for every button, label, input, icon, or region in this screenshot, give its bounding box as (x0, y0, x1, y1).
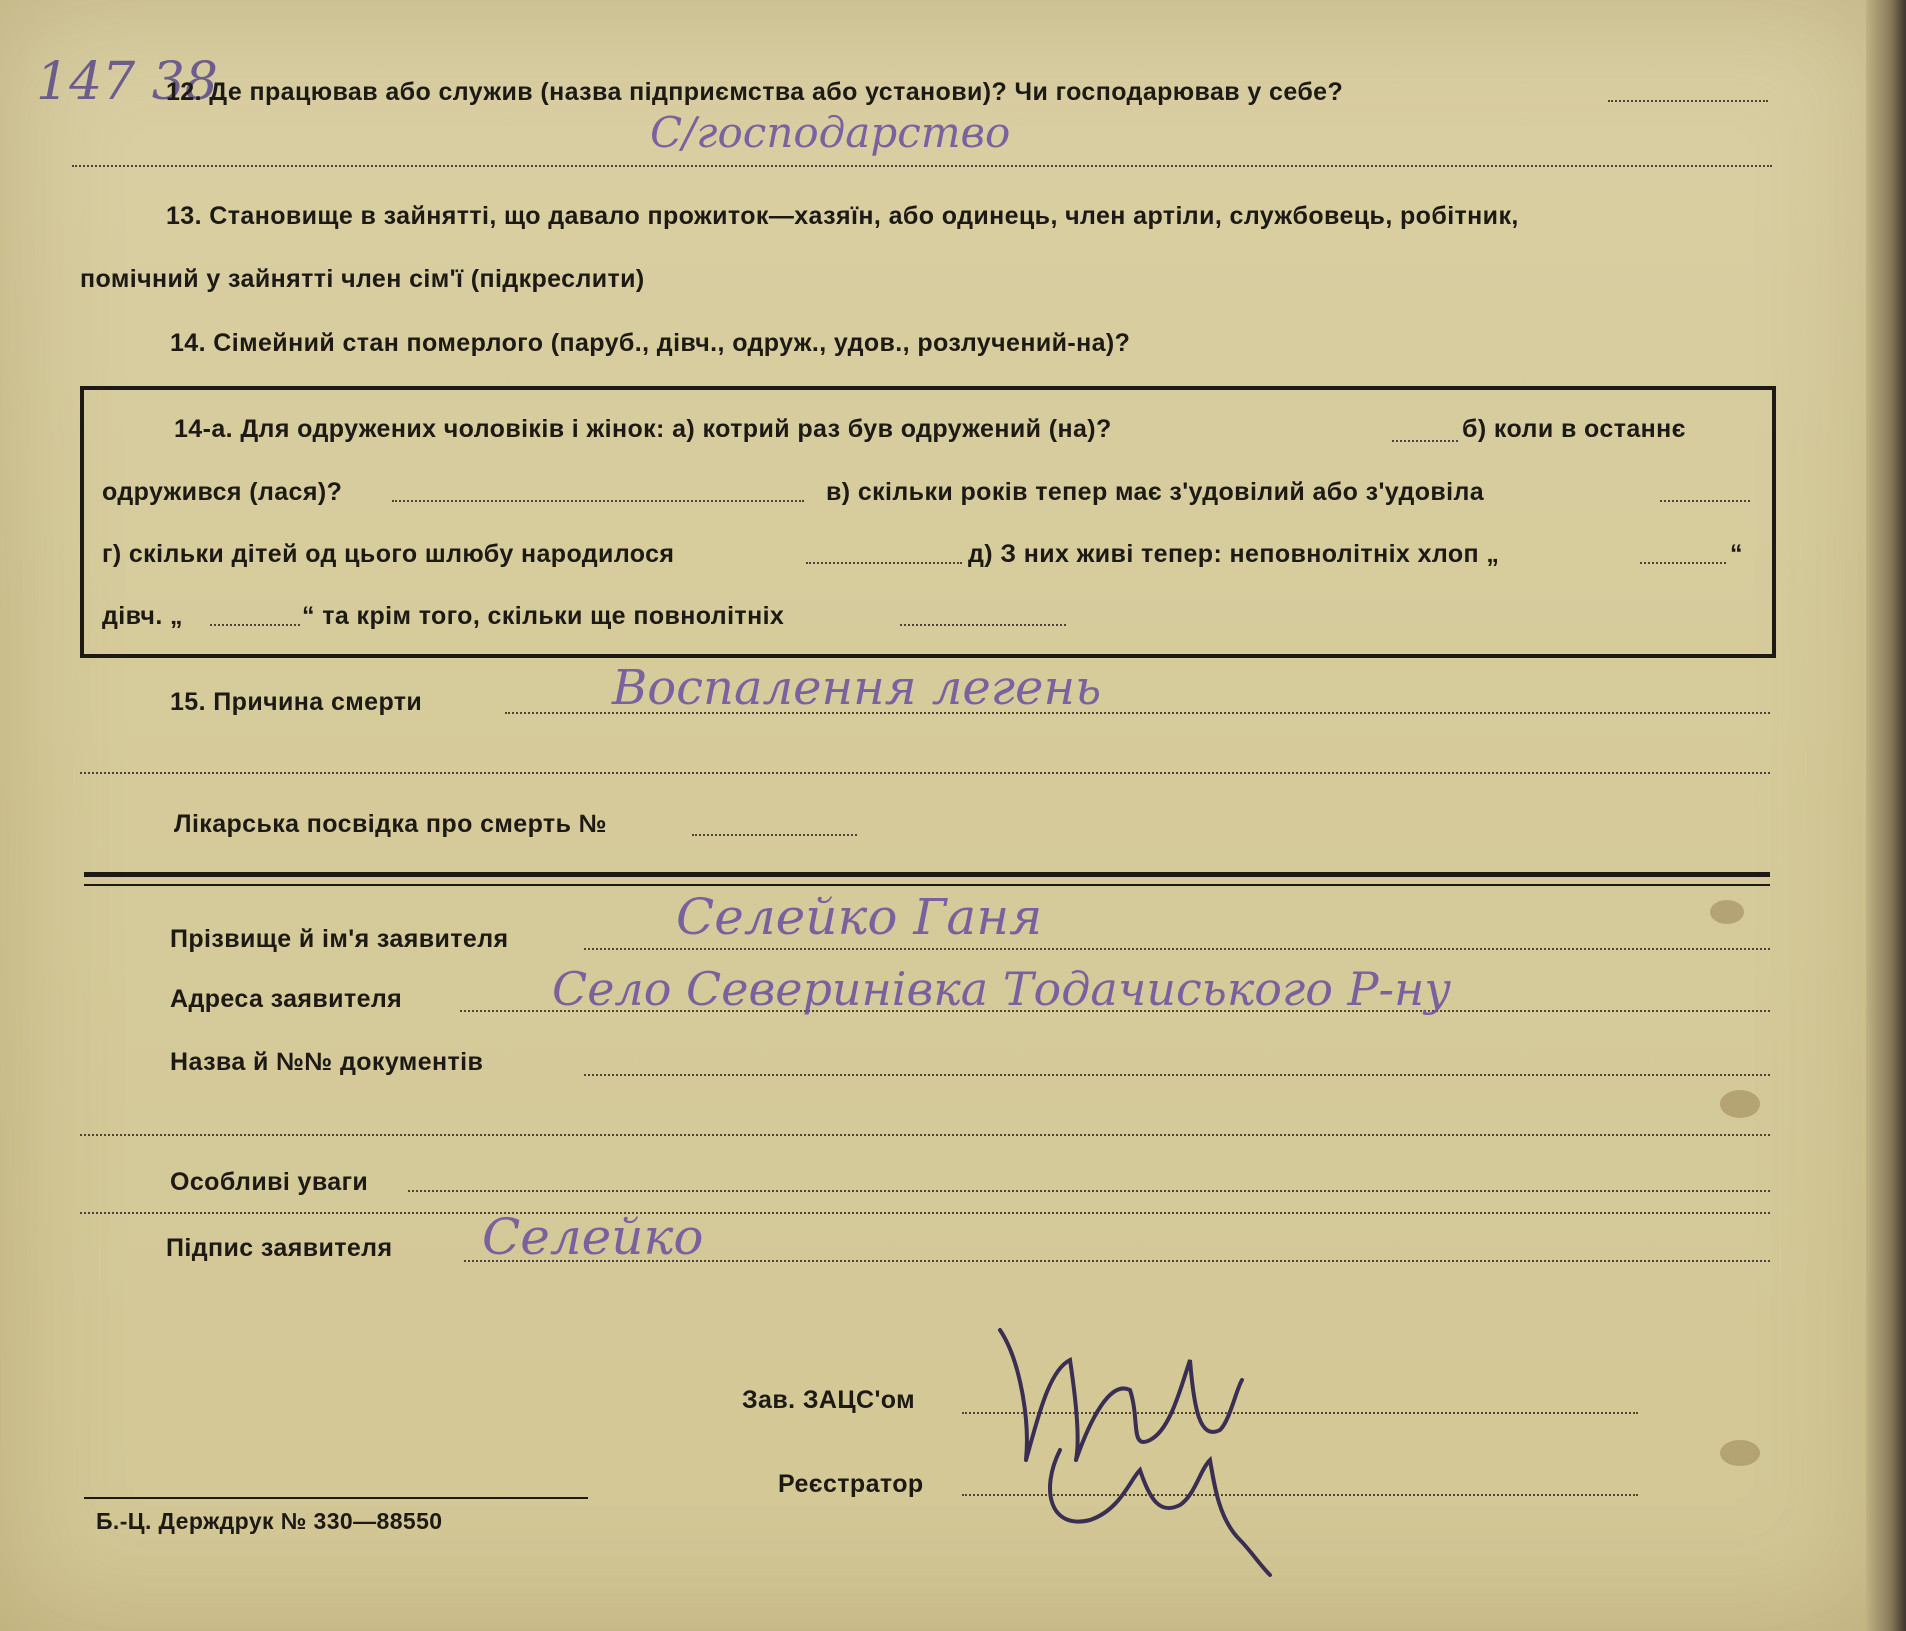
q14a-line4a: дівч. „ (102, 602, 183, 630)
official-signature (980, 1300, 1320, 1580)
q15-line-b (80, 772, 1770, 774)
q15-label: 15. Причина смерти (170, 688, 423, 716)
stain (1710, 900, 1744, 924)
q12-line-b (72, 165, 1772, 167)
applicant-notes-label: Особливі уваги (170, 1168, 369, 1196)
q13-line1: 13. Становище в зайнятті, що давало прожиток—хазяїн, або одинець, член артіли, службовець, робітник, (166, 202, 1519, 230)
q12-answer: С/господарство (650, 108, 1011, 157)
q14a-dots-2 (392, 500, 804, 502)
q14a-dots-1 (1392, 440, 1458, 442)
head-label: Зав. ЗАЦС'ом (742, 1386, 916, 1414)
separator-thin (84, 884, 1770, 886)
applicant-notes-line-b (80, 1212, 1770, 1214)
q14a-line3a: г) скільки дітей од цього шлюбу народилося (102, 540, 675, 568)
stain (1720, 1090, 1760, 1118)
applicant-address-label: Адреса заявителя (170, 985, 403, 1013)
torn-edge (1866, 0, 1906, 1631)
printer-imprint: Б.-Ц. Держдрук № 330—88550 (96, 1508, 443, 1534)
q14-label: 14. Сімейний стан померлого (паруб., дівч., одруж., удов., розлучений-на)? (170, 329, 1131, 357)
applicant-name-line (584, 948, 1770, 950)
applicant-docs-line-a (584, 1074, 1770, 1076)
q14a-dots-5 (1640, 562, 1726, 564)
q14a-line1b: б) коли в останнє (1462, 415, 1686, 443)
q14a-line2b: в) скільки років тепер має з'удовілий або з'удовіла (826, 478, 1485, 506)
applicant-name-value: Селейко Ганя (676, 888, 1043, 946)
applicant-docs-line-b (80, 1134, 1770, 1136)
margin-note: 147 38 (36, 52, 218, 112)
q14a-dots-4 (806, 562, 962, 564)
separator-thick (84, 872, 1770, 877)
applicant-signature-value: Селейко (482, 1208, 704, 1266)
applicant-address-value: Село Северинівка Тодачиського Р-ну (552, 962, 1452, 1016)
med-cert-label: Лікарська посвідка про смерть № (174, 810, 607, 838)
registrar-label: Реєстратор (778, 1470, 924, 1498)
q14a-line4b: “ та крім того, скільки ще повнолітніх (302, 602, 785, 630)
applicant-name-label: Прізвище й ім'я заявителя (170, 925, 509, 953)
q14a-line2a: одружився (лася)? (102, 478, 343, 506)
applicant-signature-label: Підпис заявителя (166, 1234, 393, 1262)
q13-line2: помічний у зайнятті член сім'ї (підкреслити) (80, 265, 645, 293)
applicant-notes-line (408, 1190, 1770, 1192)
stain (1720, 1440, 1760, 1466)
q14a-line3b: д) З них живі тепер: неповнолітніх хлоп „ (968, 540, 1500, 568)
med-cert-line (692, 834, 857, 836)
q14a-dots-7 (900, 624, 1066, 626)
q12-label: 12. Де працював або служив (назва підприємства або установи)? Чи господарював у себе? (166, 78, 1344, 106)
q14a-line1a: 14-а. Для одружених чоловіків і жінок: а) котрий раз був одружений (на)? (174, 415, 1112, 443)
footer-rule (84, 1497, 588, 1499)
q14a-dots-6 (210, 624, 300, 626)
q12-line-a (1608, 100, 1768, 102)
q15-answer: Воспалення легень (612, 660, 1102, 716)
q14a-line3c: “ (1730, 540, 1743, 568)
applicant-docs-label: Назва й №№ документів (170, 1048, 484, 1076)
q14a-dots-3 (1660, 500, 1750, 502)
